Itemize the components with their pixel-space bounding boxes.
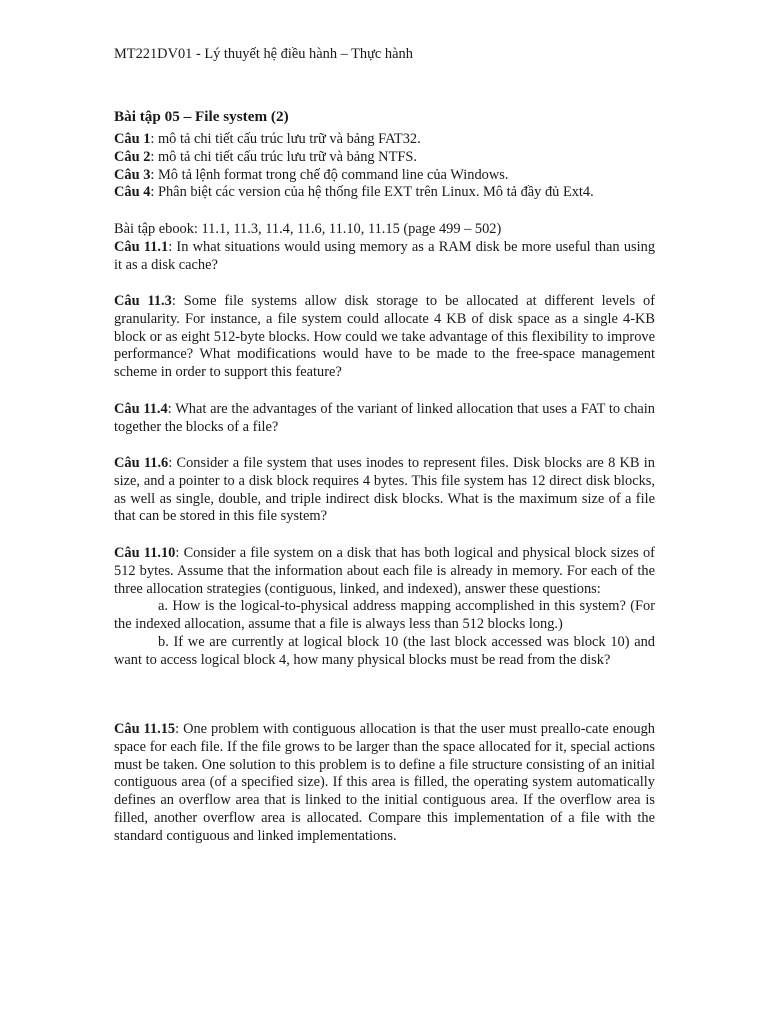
- subquestion-b: b. If we are currently at logical block 10 (the last block accessed was block 10) and want to access logical block 4, how many physical blocks must be read from the disk?: [114, 633, 655, 668]
- exercise-label: Câu 11.3: [114, 293, 172, 309]
- question-2: [114, 149, 655, 167]
- exercise-label: Câu 11.15: [114, 721, 176, 737]
- subquestion-a: a. How is the logical-to-physical address mapping accomplished in this system? (For the indexed allocation, assume that a file is always less than 512 blocks long.): [114, 598, 655, 633]
- exercise-text: : Consider a file system that uses inodes to represent files. Disk blocks are 8 KB in size, and a pointer to a disk block requires 4 bytes. This file system has 12 direct disk blocks, as well as single, double, and triple indirect disk blocks. What is the maximum size of a file that can be stored in this file system?: [114, 455, 655, 525]
- exercise-11-10: [114, 545, 655, 670]
- exercise-11-3: [114, 293, 655, 382]
- short-question-list: [114, 131, 655, 202]
- question-3: [114, 167, 655, 185]
- question-label: Câu 1: [114, 131, 151, 147]
- ebook-reference: Bài tập ebook: 11.1, 11.3, 11.4, 11.6, 11.10, 11.15 (page 499 – 502): [114, 221, 502, 237]
- question-text: : mô tả chi tiết cấu trúc lưu trữ và bảng FAT32.: [150, 131, 421, 147]
- question-label: Câu 3: [114, 166, 151, 183]
- exercise-text: : Some file systems allow disk storage to be allocated at different levels of granularity. For instance, a file system could allocate 4 KB of disk space as a single 4-KB block or as eight 512-byte blocks. How could we take advantage of this flexibility to improve performance? What modifications would have to be made to the free-space management scheme in order to support this feature?: [114, 293, 655, 381]
- exercise-label: Câu 11.1: [114, 239, 169, 255]
- exercise-intro: [114, 545, 655, 598]
- exercise-title: Bài tập 05 – File system (2): [114, 108, 289, 125]
- question-label: Câu 4: [114, 184, 151, 201]
- question-text: : mô tả chi tiết cấu trúc lưu trữ và bảng NTFS.: [150, 148, 417, 165]
- exercise-label: Câu 11.4: [114, 401, 168, 417]
- question-label: Câu 2: [114, 148, 151, 165]
- exercise-label: Câu 11.10: [114, 545, 176, 561]
- course-header: MT221DV01 - Lý thuyết hệ điều hành – Thực hành: [114, 46, 413, 62]
- exercise-label: Câu 11.6: [114, 455, 169, 471]
- exercise-text: : What are the advantages of the variant of linked allocation that uses a FAT to chain together the blocks of a file?: [114, 401, 655, 435]
- exercise-text: : In what situations would using memory as a RAM disk be more useful than using it as a disk cache?: [114, 239, 656, 273]
- question-text: : Phân biệt các version của hệ thống file EXT trên Linux. Mô tả đầy đủ Ext4.: [150, 184, 594, 201]
- exercise-text: : One problem with contiguous allocation is that the user must preallo-cate enough space for each file. If the file grows to be larger than the space allocated for it, special actions must be taken. One solution to this problem is to define a file structure consisting of an initial contiguous area (of a specified size). If this area is filled, the operating system automatically defines an overflow area that is linked to the initial contiguous area. If the overflow area is filled, another overflow area is allocated. Compare this implementation of a file with the standard contiguous and linked implementations.: [114, 721, 655, 844]
- question-4: [114, 184, 655, 202]
- exercise-text: : Consider a file system on a disk that has both logical and physical block sizes of 512 bytes. Assume that the information about each file is already in memory. For each of the three allocation strategies (contiguous, linked, and indexed), answer these questions:: [114, 545, 655, 597]
- exercise-11-6: [114, 455, 655, 526]
- exercise-11-1: [114, 239, 655, 275]
- question-1: [114, 131, 655, 149]
- question-text: : Mô tả lệnh format trong chế độ command line của Windows.: [150, 166, 509, 183]
- exercise-11-15: [114, 721, 655, 846]
- exercise-11-4: [114, 401, 655, 437]
